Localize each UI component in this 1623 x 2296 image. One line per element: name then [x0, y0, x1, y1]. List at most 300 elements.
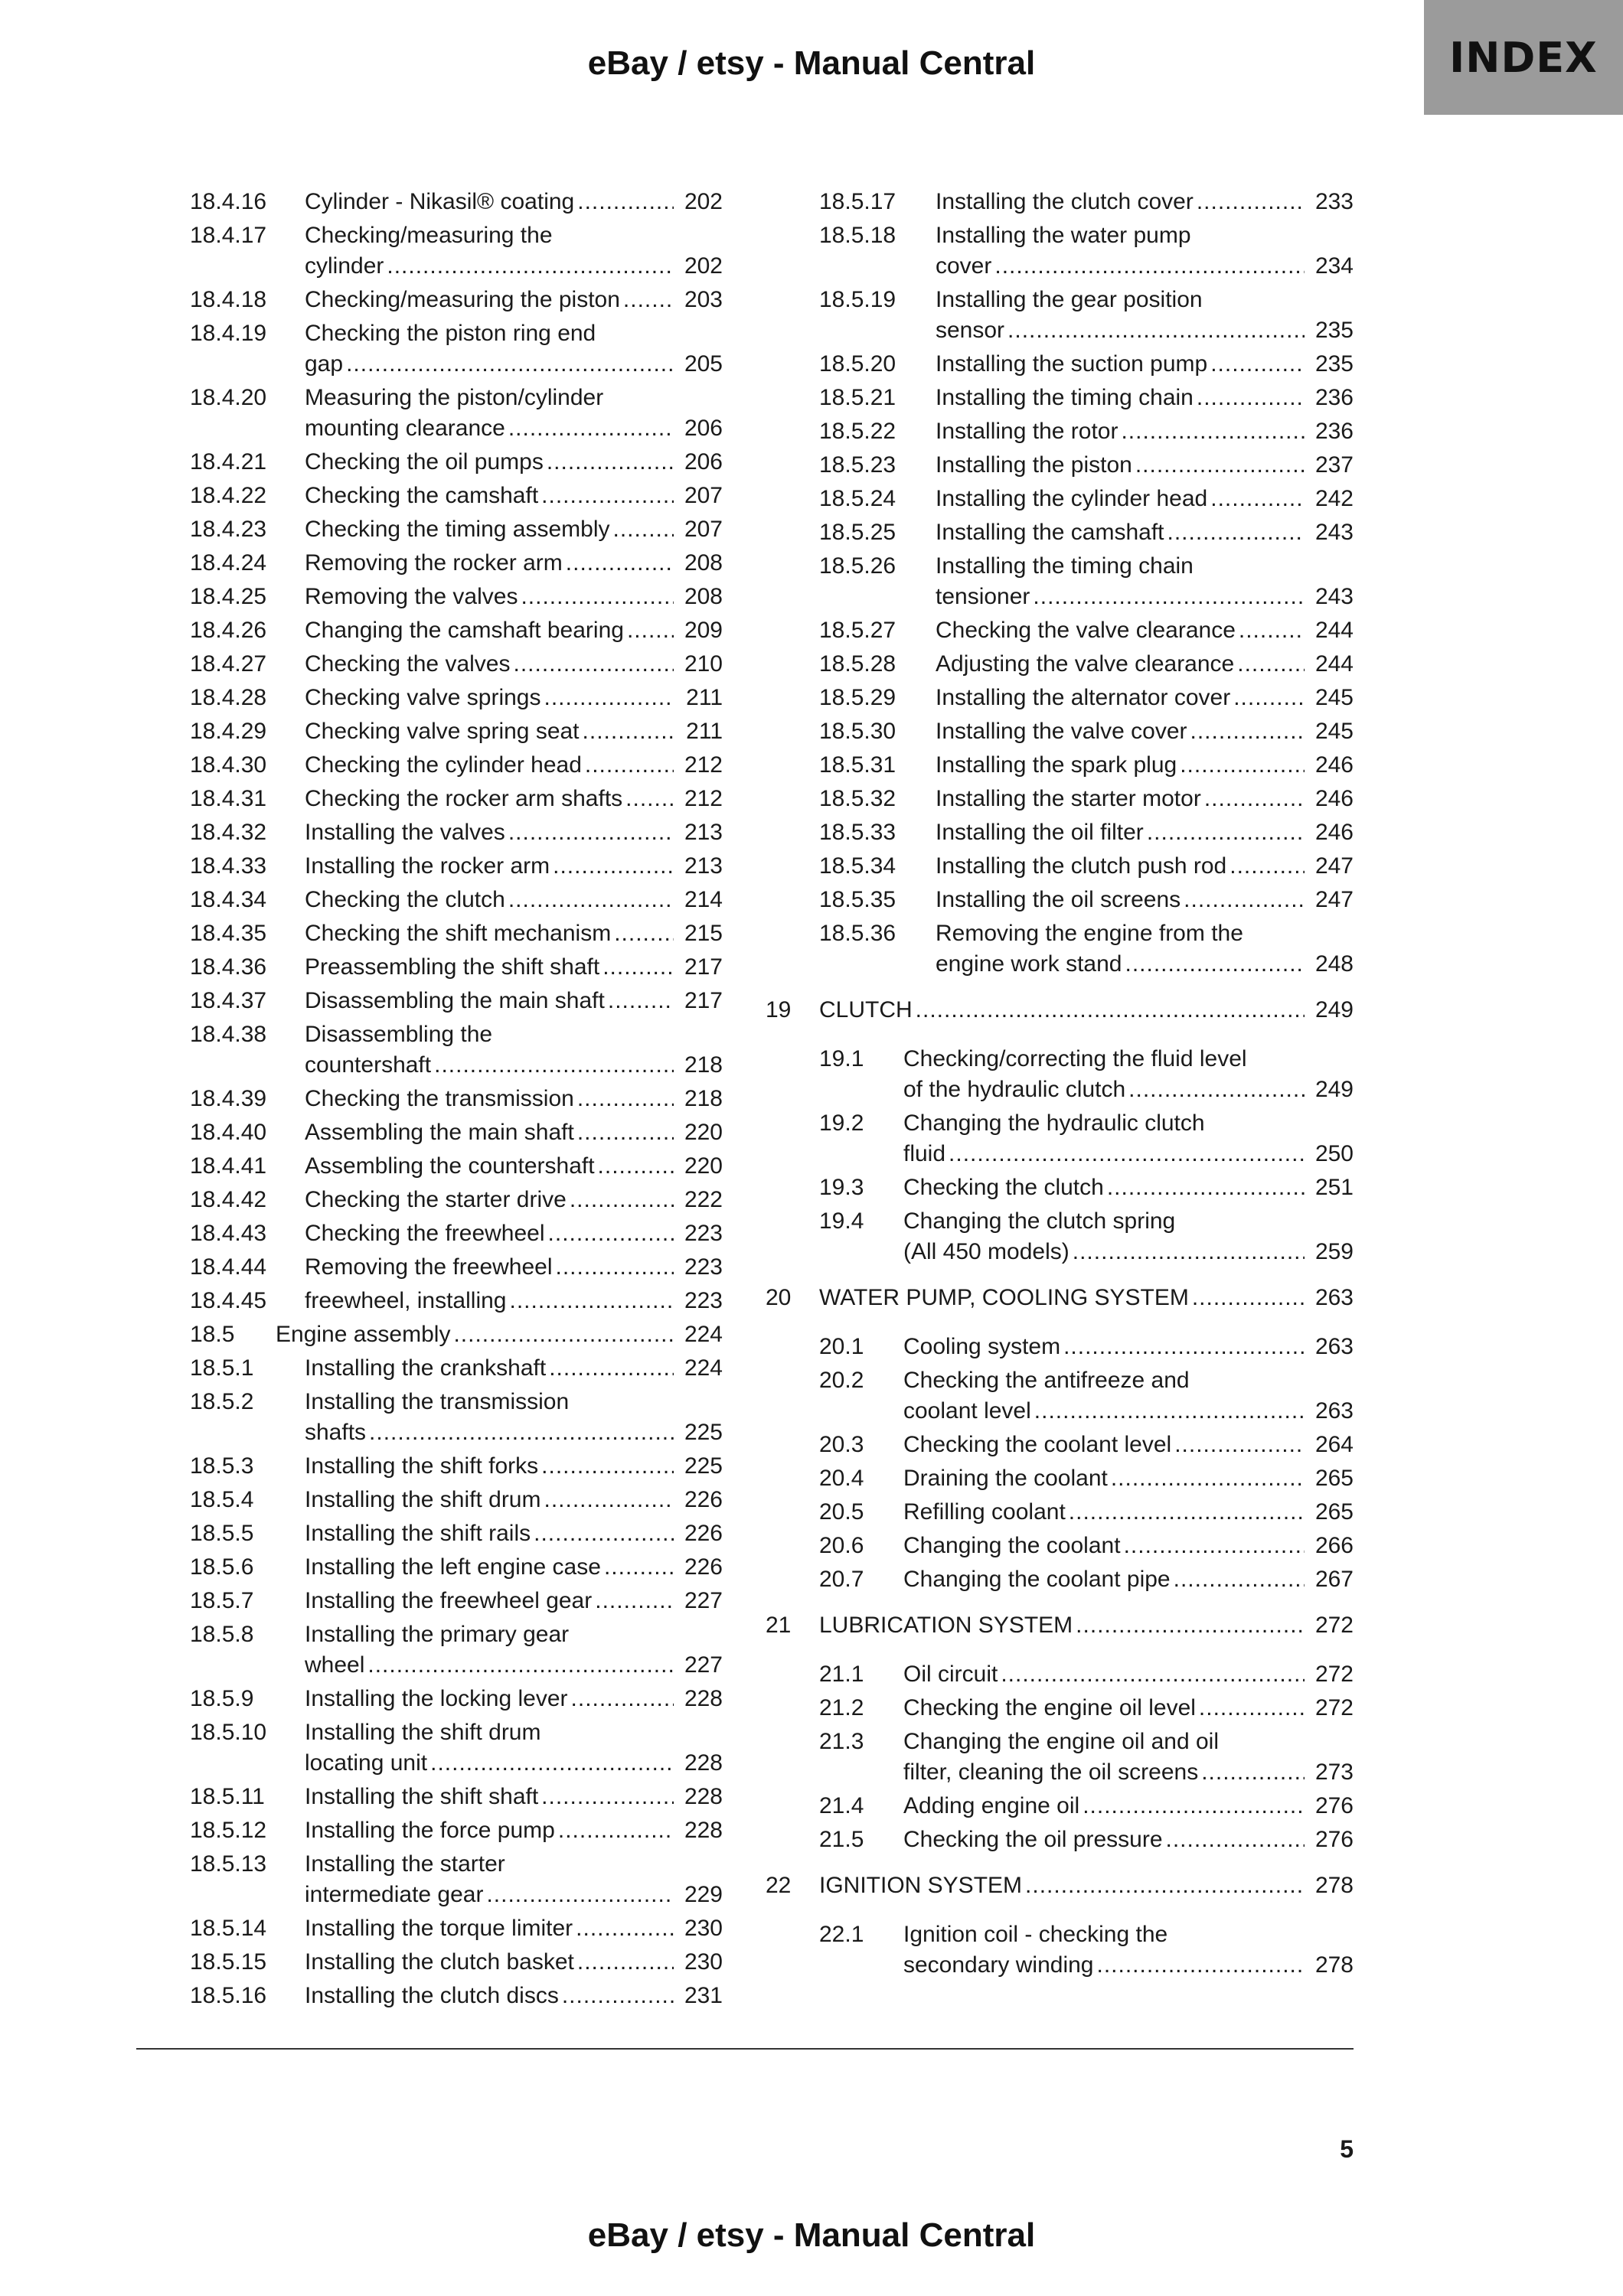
toc-entry: [190, 318, 723, 380]
toc-entry-page: 264: [1314, 1432, 1354, 1457]
toc-entry-title: [305, 481, 723, 511]
toc-entry: [819, 1463, 1354, 1494]
toc-entry-title-line: cover: [936, 253, 992, 279]
toc-entry: [190, 1485, 723, 1515]
toc-entry-page: 206: [684, 416, 723, 441]
toc-entry-title-line: (All 450 models): [903, 1239, 1069, 1264]
toc-entry-title: [936, 517, 1354, 548]
dot-leader: [566, 548, 674, 579]
toc-entry-title: [903, 1463, 1354, 1494]
dot-leader: [541, 1451, 674, 1482]
toc-entry-title-line: IGNITION SYSTEM: [819, 1873, 1023, 1898]
toc-entry-number: 18.5.17: [819, 189, 896, 214]
toc-entry-number: 20.1: [819, 1334, 864, 1359]
toc-entry-page: 218: [684, 1086, 723, 1111]
toc-entry-number: 18.4.26: [190, 618, 267, 643]
toc-entry: [190, 817, 723, 848]
toc-entry-page: 251: [1314, 1175, 1354, 1200]
toc-entry: [819, 1659, 1354, 1690]
toc-entry: [819, 1108, 1354, 1169]
dot-leader: [576, 1913, 674, 1944]
toc-entry-number: 21.3: [819, 1729, 864, 1754]
dot-leader: [1111, 1463, 1305, 1494]
toc-entry-number: 18.4.45: [190, 1288, 267, 1313]
toc-entry-title: [903, 1825, 1354, 1855]
toc-entry-page: 220: [684, 1153, 723, 1179]
toc-entry-number: 18.5.11: [190, 1784, 265, 1809]
toc-entry-number: 18.5.12: [190, 1818, 267, 1843]
dot-leader: [434, 1050, 674, 1081]
toc-entry-title: [903, 1531, 1354, 1561]
toc-entry: [190, 1815, 723, 1846]
toc-entry-number: 18.4.25: [190, 584, 267, 609]
dot-leader: [625, 784, 674, 814]
toc-entry: [190, 1552, 723, 1583]
toc-entry-page: 272: [1314, 1662, 1354, 1687]
dot-leader: [1125, 949, 1305, 980]
toc-entry-title: [305, 1586, 723, 1616]
toc-entry-title: [305, 1981, 723, 2011]
toc-entry-page: 217: [684, 954, 723, 980]
toc-entry-title-line: Installing the primary gear: [305, 1622, 570, 1647]
toc-entry-page: 244: [1314, 651, 1354, 677]
toc-entry-title: [903, 1332, 1354, 1362]
toc-entry-number: 18.4.42: [190, 1187, 267, 1212]
toc-entry: [190, 649, 723, 680]
toc-entry-page: 229: [684, 1882, 723, 1907]
dot-leader: [534, 1518, 674, 1549]
toc-entry-page: 230: [684, 1916, 723, 1941]
dot-leader: [1083, 1791, 1305, 1821]
toc-entry-number: 21: [766, 1613, 792, 1638]
toc-entry-title: [936, 450, 1354, 481]
toc-entry-title-line: Changing the clutch spring: [903, 1208, 1176, 1234]
dot-leader: [558, 1815, 674, 1846]
dot-leader: [509, 1286, 674, 1316]
toc-entry-title-line: Installing the valve cover: [936, 719, 1187, 744]
dot-leader: [994, 251, 1305, 282]
toc-entry-title: [305, 683, 723, 713]
toc-entry-page: 236: [1314, 385, 1354, 410]
toc-entry: [190, 1684, 723, 1714]
toc-entry-page: 235: [1314, 318, 1354, 343]
toc-entry: [190, 885, 723, 915]
dot-leader: [1184, 885, 1305, 915]
toc-entry-number: 18.5.32: [819, 786, 896, 811]
toc-entry-title: [903, 1693, 1354, 1724]
dot-leader: [608, 986, 674, 1016]
toc-entry: [190, 1518, 723, 1549]
toc-entry: [819, 784, 1354, 814]
toc-entry: [190, 1619, 723, 1681]
toc-entry-number: 18.5.27: [819, 618, 896, 643]
toc-entry-number: 18.4.27: [190, 651, 267, 677]
toc-entry-title-line: Installing the water pump: [936, 223, 1191, 248]
toc-entry-number: 22: [766, 1873, 792, 1898]
dot-leader: [583, 716, 674, 747]
toc-entry-title: [903, 1919, 1354, 1981]
toc-entry-number: 20: [766, 1285, 792, 1310]
toc-entry-page: 234: [1314, 253, 1354, 279]
toc-entry-page: 242: [1314, 486, 1354, 511]
dot-leader: [604, 1552, 674, 1583]
toc-entry: [190, 1084, 723, 1114]
toc-entry-number: 18.5.2: [190, 1389, 254, 1414]
toc-entry-number: 18.5.31: [819, 752, 896, 778]
toc-entry: [766, 1610, 1354, 1641]
dot-leader: [369, 1417, 674, 1448]
toc-entry-title-line: Assembling the main shaft: [305, 1120, 574, 1145]
toc-entry-number: 18.5.5: [190, 1521, 254, 1546]
toc-entry-number: 19.2: [819, 1110, 864, 1136]
toc-entry-page: 245: [1314, 719, 1354, 744]
toc-entry: [190, 851, 723, 882]
toc-entry: [190, 514, 723, 545]
toc-entry: [190, 615, 723, 646]
toc-entry-page: 276: [1314, 1793, 1354, 1818]
toc-entry-number: 18.5.30: [819, 719, 896, 744]
toc-entry-title-line: Installing the locking lever: [305, 1686, 568, 1711]
toc-entry-title: [305, 918, 723, 949]
toc-entry-number: 18.4.34: [190, 887, 267, 912]
toc-entry-page: 247: [1314, 853, 1354, 879]
toc-entry: [819, 349, 1354, 380]
toc-entry-page: 237: [1314, 452, 1354, 478]
toc-entry: [819, 383, 1354, 413]
toc-entry-title-line: Installing the torque limiter: [305, 1916, 573, 1941]
dot-leader: [1210, 484, 1305, 514]
toc-entry-number: 18.4.37: [190, 988, 267, 1013]
toc-entry-number: 18.4.36: [190, 954, 267, 980]
toc-entry-page: 228: [684, 1784, 723, 1809]
toc-entry-title: [903, 1791, 1354, 1821]
toc-entry-title-line: Installing the force pump: [305, 1818, 555, 1843]
dot-leader: [571, 1684, 674, 1714]
toc-entry-page: 265: [1314, 1499, 1354, 1525]
dot-leader: [547, 447, 674, 478]
toc-entry-number: 18.5.35: [819, 887, 896, 912]
toc-entry-title-line: Checking the antifreeze and: [903, 1368, 1190, 1393]
toc-entry: [190, 784, 723, 814]
toc-entry-number: 18.5.34: [819, 853, 896, 879]
toc-entry-title-line: tensioner: [936, 584, 1030, 609]
toc-entry-title-line: Ignition coil - checking the: [903, 1922, 1168, 1947]
toc-entry: [819, 1919, 1354, 1981]
dot-leader: [513, 649, 674, 680]
dot-leader: [453, 1319, 674, 1350]
toc-entry-page: 212: [684, 752, 723, 778]
toc-entry-page: 230: [684, 1949, 723, 1975]
dot-leader: [544, 1485, 674, 1515]
dot-leader: [1096, 1950, 1305, 1981]
toc-entry-page: 215: [684, 921, 723, 946]
toc-entry-title: [305, 187, 723, 217]
toc-entry-title: [903, 1108, 1354, 1169]
toc-entry-page: 245: [1314, 685, 1354, 710]
toc-entry-number: 18.5.10: [190, 1720, 267, 1745]
toc-entry-title: [819, 1870, 1354, 1901]
toc-entry-page: 211: [686, 685, 723, 710]
toc-entry-title-line: Removing the rocker arm: [305, 550, 563, 576]
toc-entry-title-line: fluid: [903, 1141, 946, 1166]
toc-entry-title-line: Measuring the piston/cylinder: [305, 385, 604, 410]
toc-entry: [819, 817, 1354, 848]
toc-entry-number: 18.4.43: [190, 1221, 267, 1246]
toc-entry-title-line: Checking the timing assembly: [305, 517, 610, 542]
toc-entry-title: [305, 1451, 723, 1482]
toc-entry-title-line: mounting clearance: [305, 416, 505, 441]
toc-entry-number: 18.5.18: [819, 223, 896, 248]
toc-entry-page: 223: [684, 1254, 723, 1280]
toc-entry-title-line: Installing the spark plug: [936, 752, 1177, 778]
toc-entry-title: [903, 1206, 1354, 1267]
dot-leader: [1007, 315, 1305, 346]
toc-entry-page: 226: [684, 1554, 723, 1580]
toc-entry: [190, 220, 723, 282]
dot-leader: [1180, 750, 1305, 781]
toc-entry: [190, 1185, 723, 1215]
toc-entry-page: 205: [684, 351, 723, 377]
toc-entry-page: 208: [684, 584, 723, 609]
toc-entry-page: 263: [1314, 1334, 1354, 1359]
toc-entry-title-line: Removing the valves: [305, 584, 518, 609]
toc-entry: [819, 1791, 1354, 1821]
toc-entry-title-line: Checking valve springs: [305, 685, 541, 710]
toc-entry-title-line: Installing the clutch push rod: [936, 853, 1227, 879]
toc-entry-title-line: Checking the piston ring end: [305, 321, 596, 346]
toc-entry: [190, 1849, 723, 1910]
dot-leader: [577, 1084, 674, 1114]
dot-leader: [1033, 582, 1305, 612]
toc-entry-title: [305, 817, 723, 848]
toc-entry-title-line: Refilling coolant: [903, 1499, 1066, 1525]
toc-entry-number: 18.5.36: [819, 921, 896, 946]
dot-leader: [1025, 1870, 1305, 1901]
toc-entry: [819, 918, 1354, 980]
dot-leader: [1069, 1497, 1305, 1528]
toc-entry-number: 18.4.35: [190, 921, 267, 946]
toc-entry-title-line: Removing the freewheel: [305, 1254, 553, 1280]
toc-entry-page: 226: [684, 1521, 723, 1546]
toc-entry-number: 18.5.15: [190, 1949, 267, 1975]
toc-entry-number: 20.3: [819, 1432, 864, 1457]
toc-entry-page: 273: [1314, 1760, 1354, 1785]
toc-entry-title-line: Installing the freewheel gear: [305, 1588, 593, 1613]
toc-entry-title: [305, 383, 723, 444]
toc-entry-title: [305, 716, 723, 747]
toc-entry-title: [819, 1283, 1354, 1313]
toc-entry: [819, 1332, 1354, 1362]
toc-entry-title-line: Checking/correcting the fluid level: [903, 1046, 1247, 1071]
toc-entry-number: 18.5.14: [190, 1916, 267, 1941]
toc-entry-page: 224: [684, 1322, 723, 1347]
dot-leader: [430, 1748, 674, 1779]
toc-entry-number: 18.4.32: [190, 820, 267, 845]
toc-entry-title-line: Assembling the countershaft: [305, 1153, 595, 1179]
toc-entry: [766, 1870, 1354, 1901]
toc-entry: [190, 952, 723, 983]
toc-entry-title-line: Installing the starter motor: [936, 786, 1201, 811]
toc-entry-page: 207: [684, 483, 723, 508]
toc-entry-number: 18.4.40: [190, 1120, 267, 1145]
toc-entry: [190, 1218, 723, 1249]
toc-entry-title: [305, 952, 723, 983]
toc-entry-title-line: secondary winding: [903, 1952, 1094, 1978]
toc-entry-page: 214: [684, 887, 723, 912]
toc-entry-title-line: Checking the valves: [305, 651, 511, 677]
toc-entry-title-line: Installing the camshaft: [936, 520, 1164, 545]
toc-entry-title-line: Changing the hydraulic clutch: [903, 1110, 1205, 1136]
toc-entry-page: 267: [1314, 1567, 1354, 1592]
toc-entry-title: [936, 383, 1354, 413]
toc-entry-title-line: Cylinder - Nikasil® coating: [305, 189, 575, 214]
toc-entry-title-line: Removing the engine from the: [936, 921, 1243, 946]
toc-entry-title-line: coolant level: [903, 1398, 1031, 1424]
toc-entry-title: [305, 1387, 723, 1448]
toc-entry-number: 18.5.1: [190, 1355, 254, 1381]
dot-leader: [613, 514, 674, 545]
toc-entry-title-line: cylinder: [305, 253, 384, 279]
toc-entry-title-line: Installing the timing chain: [936, 385, 1194, 410]
toc-entry-number: 18.4.33: [190, 853, 267, 879]
toc-entry-title: [903, 1044, 1354, 1105]
toc-entry-number: 18.4.39: [190, 1086, 267, 1111]
toc-entry-number: 18.5.13: [190, 1851, 267, 1877]
toc-entry-title-line: Installing the shift forks: [305, 1453, 539, 1479]
toc-entry-title: [305, 1619, 723, 1681]
toc-entry: [819, 1727, 1354, 1788]
toc-entry-title-line: Adding engine oil: [903, 1793, 1080, 1818]
toc-entry-title-line: Installing the clutch basket: [305, 1949, 574, 1975]
dot-leader: [627, 615, 674, 646]
dot-leader: [1204, 784, 1305, 814]
toc-entry-title-line: Oil circuit: [903, 1662, 998, 1687]
dot-leader: [549, 1353, 674, 1384]
toc-entry-title: [305, 615, 723, 646]
toc-entry-title: [903, 1727, 1354, 1788]
toc-entry: [190, 1947, 723, 1978]
dot-leader: [508, 885, 674, 915]
toc-entry-title-line: Installing the transmission: [305, 1389, 570, 1414]
toc-entry-title-line: wheel: [305, 1652, 365, 1678]
toc-entry: [190, 582, 723, 612]
toc-entry-title-line: Installing the oil screens: [936, 887, 1181, 912]
dot-leader: [623, 285, 674, 315]
toc-left-column: [190, 187, 723, 2014]
toc-entry: [819, 1044, 1354, 1105]
toc-entry-page: 202: [684, 189, 723, 214]
toc-entry-number: 18.5.19: [819, 287, 896, 312]
toc-entry: [190, 1151, 723, 1182]
toc-entry: [190, 447, 723, 478]
dot-leader: [548, 1218, 674, 1249]
dot-leader: [1107, 1172, 1305, 1203]
dot-leader: [1167, 517, 1305, 548]
toc-entry-page: 206: [684, 449, 723, 475]
toc-entry-page: 217: [684, 988, 723, 1013]
toc-entry-title-line: Engine assembly: [276, 1322, 451, 1347]
toc-entry-title-line: CLUTCH: [819, 997, 913, 1022]
dot-leader: [1233, 683, 1305, 713]
dot-leader: [556, 1252, 674, 1283]
toc-entry-number: 18.5.33: [819, 820, 896, 845]
toc-entry-number: 21.4: [819, 1793, 864, 1818]
toc-entry-page: 231: [684, 1983, 723, 2008]
dot-leader: [1063, 1332, 1305, 1362]
toc-entry-title: [936, 615, 1354, 646]
toc-entry-number: 20.2: [819, 1368, 864, 1393]
toc-entry: [190, 1782, 723, 1812]
toc-entry: [819, 1430, 1354, 1460]
dot-leader: [1124, 1531, 1305, 1561]
toc-entry-number: 18.5.23: [819, 452, 896, 478]
toc-entry-title: [305, 447, 723, 478]
dot-leader: [1210, 349, 1305, 380]
toc-entry-title: [903, 1497, 1354, 1528]
toc-entry: [819, 416, 1354, 447]
toc-entry: [819, 649, 1354, 680]
toc-entry-title-line: Checking the camshaft: [305, 483, 539, 508]
toc-entry-title-line: intermediate gear: [305, 1882, 484, 1907]
toc-entry-title: [936, 285, 1354, 346]
toc-entry-page: 263: [1314, 1398, 1354, 1424]
toc-entry: [819, 484, 1354, 514]
toc-entry-title: [936, 784, 1354, 814]
toc-entry-page: 248: [1314, 951, 1354, 977]
toc-entry: [190, 1117, 723, 1148]
toc-entry-title-line: shafts: [305, 1420, 367, 1445]
dot-leader: [553, 851, 674, 882]
toc-entry-page: 227: [684, 1588, 723, 1613]
toc-entry-title: [936, 716, 1354, 747]
toc-entry-title-line: Preassembling the shift shaft: [305, 954, 600, 980]
toc-entry: [819, 1825, 1354, 1855]
toc-entry-page: 250: [1314, 1141, 1354, 1166]
dot-leader: [1192, 1283, 1305, 1313]
toc-entry-number: 19.1: [819, 1046, 864, 1071]
toc-entry: [190, 1019, 723, 1081]
dot-leader: [521, 582, 674, 612]
toc-entry-page: 246: [1314, 752, 1354, 778]
toc-entry-title: [305, 1151, 723, 1182]
toc-entry-title-line: locating unit: [305, 1750, 428, 1776]
toc-entry-page: 213: [684, 820, 723, 845]
index-tab: INDEX: [1424, 0, 1623, 115]
toc-entry-page: 210: [684, 651, 723, 677]
dot-leader: [562, 1981, 674, 2011]
toc-entry-number: 18.5.25: [819, 520, 896, 545]
toc-entry: [190, 1353, 723, 1384]
dot-leader: [595, 1586, 674, 1616]
toc-entry-title-line: Checking the valve clearance: [936, 618, 1236, 643]
toc-entry-title-line: gap: [305, 351, 344, 377]
dot-leader: [544, 683, 674, 713]
toc-entry-title: [936, 683, 1354, 713]
toc-entry-page: 272: [1314, 1613, 1354, 1638]
toc-entry-number: 18.4.31: [190, 786, 267, 811]
toc-entry-title-line: Changing the coolant pipe: [903, 1567, 1171, 1592]
toc-entry: [819, 1531, 1354, 1561]
toc-entry-number: 18.4.17: [190, 223, 267, 248]
toc-entry-page: 235: [1314, 351, 1354, 377]
dot-leader: [1190, 716, 1305, 747]
toc-entry-page: 225: [684, 1420, 723, 1445]
toc-entry-number: 18.5.4: [190, 1487, 254, 1512]
dot-leader: [1174, 1564, 1305, 1595]
toc-entry-number: 18.4.41: [190, 1153, 267, 1179]
toc-entry-title: [305, 1552, 723, 1583]
toc-entry-page: 249: [1314, 1077, 1354, 1102]
